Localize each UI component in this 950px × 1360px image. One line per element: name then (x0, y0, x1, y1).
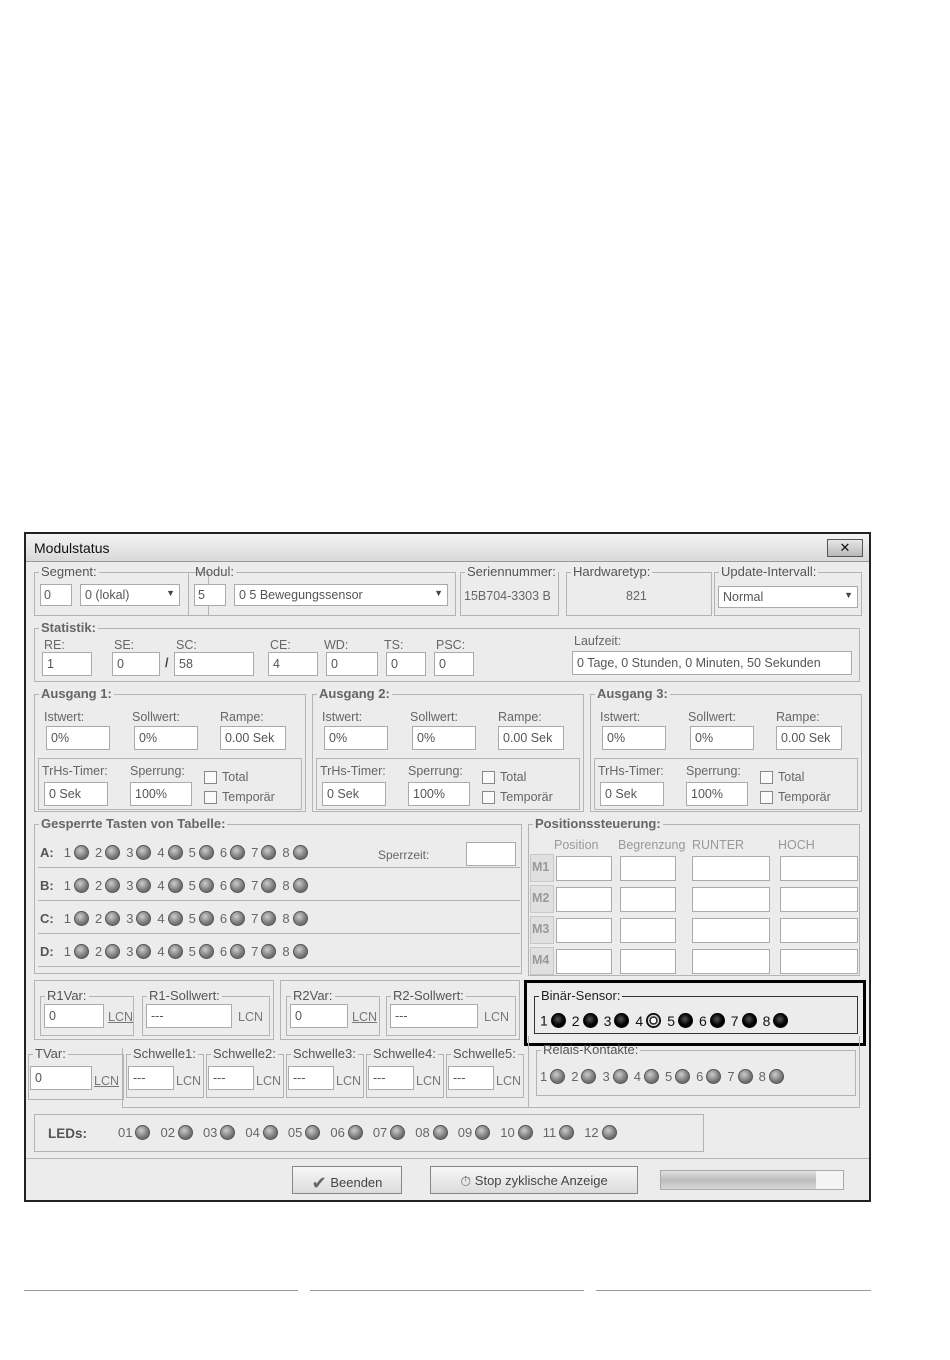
indicator-led-icon (199, 878, 214, 893)
rampe-label: Rampe: (776, 710, 820, 724)
schwelle-lcn-label: LCN (256, 1074, 282, 1088)
page-separator (310, 1290, 584, 1291)
binaer-sensor-number: 3 (603, 1012, 612, 1029)
position-cell[interactable] (692, 856, 770, 881)
istwert-field: 0% (46, 726, 110, 750)
indicator-led-icon (136, 944, 151, 959)
position-row-label: M4 (532, 953, 550, 967)
gesperrte-number: 6 (219, 845, 228, 861)
schwelle-legend: Schwelle3: (293, 1046, 356, 1061)
position-cell[interactable] (620, 949, 676, 974)
total-checkbox[interactable] (482, 771, 495, 784)
indicator-led-icon (136, 911, 151, 926)
relais-number: 1 (540, 1069, 548, 1085)
temporaer-label: Temporär (500, 790, 553, 804)
indicator-led-icon (168, 845, 183, 860)
indicator-led-icon (168, 911, 183, 926)
schwelle-lcn-label: LCN (336, 1074, 362, 1088)
indicator-led-icon (614, 1013, 629, 1028)
indicator-led-icon (105, 944, 120, 959)
indicator-led-icon (706, 1069, 721, 1084)
chevron-down-icon: ▼ (166, 588, 175, 598)
segment-combo[interactable] (80, 584, 180, 606)
gesperrte-number: 2 (94, 911, 103, 927)
led-number: 07 (372, 1125, 388, 1141)
indicator-led-icon (199, 911, 214, 926)
schwelle-lcn-label: LCN (416, 1074, 442, 1088)
sperrung-label: Sperrung: (686, 764, 741, 778)
indicator-led-icon (475, 1125, 490, 1140)
sc-field: 58 (174, 652, 254, 676)
indicator-led-icon (710, 1013, 725, 1028)
indicator-led-icon (168, 944, 183, 959)
led-number: 05 (287, 1125, 303, 1141)
gesperrte-number: 3 (126, 878, 134, 894)
gesperrte-number: 2 (94, 845, 103, 861)
modul-legend: Modul: (195, 564, 235, 579)
gesperrte-number: 8 (282, 878, 290, 894)
tvar-field: 0 (30, 1066, 92, 1090)
gesperrte-number: 5 (188, 911, 196, 927)
position-cell[interactable] (692, 918, 770, 943)
sperrung-label: Sperrung: (408, 764, 463, 778)
laufzeit-field: 0 Tage, 0 Stunden, 0 Minuten, 50 Sekunden (572, 651, 852, 675)
segment-legend: Segment: (41, 564, 97, 579)
indicator-led-icon (305, 1125, 320, 1140)
checkmark-icon: ✔ (311, 1173, 327, 1193)
modul-combo-value: 0 5 Bewegungssensor (239, 588, 363, 602)
progress-fill (661, 1171, 816, 1189)
hardwaretyp-value: 821 (626, 589, 647, 603)
gesperrte-number: 5 (188, 878, 196, 894)
sperrung-field: 100% (130, 782, 192, 806)
indicator-led-icon (230, 845, 245, 860)
relais-number: 4 (633, 1069, 641, 1085)
gesperrte-row-label: A: (40, 845, 54, 861)
r2soll-legend: R2-Sollwert: (393, 988, 464, 1003)
gesperrte-row-2 (40, 910, 312, 926)
indicator-led-icon (168, 878, 183, 893)
relais-number: 7 (727, 1069, 735, 1085)
position-cell[interactable] (692, 887, 770, 912)
relais-number: 8 (758, 1069, 766, 1085)
gesperrte-number: 1 (63, 845, 71, 861)
led-number: 08 (415, 1125, 430, 1141)
r1var-legend: R1Var: (47, 988, 87, 1003)
gesperrte-number: 4 (157, 911, 165, 927)
istwert-field: 0% (324, 726, 388, 750)
indicator-led-icon (559, 1125, 574, 1140)
ce-label: CE: (270, 638, 291, 652)
schwelle-legend: Schwelle4: (373, 1046, 436, 1061)
indicator-led-icon (136, 878, 151, 893)
indicator-led-icon (105, 878, 120, 893)
relais-number: 6 (696, 1069, 704, 1085)
indicator-led-icon (518, 1125, 533, 1140)
r2soll-lcn-label: LCN (484, 1010, 510, 1024)
gesperrte-number: 3 (126, 944, 134, 960)
gesperrte-number: 4 (157, 944, 165, 960)
indicator-led-icon (769, 1069, 784, 1084)
sperrzeit-field[interactable] (466, 842, 516, 866)
ts-field: 0 (386, 652, 426, 676)
indicator-led-icon (293, 878, 308, 893)
trhs-timer-label: TrHs-Timer: (320, 764, 386, 778)
gesperrte-number: 2 (94, 944, 103, 960)
relais-kontakte-legend: Relais-Kontakte: (543, 1042, 639, 1057)
re-label: RE: (44, 638, 65, 652)
led-number: 03 (202, 1125, 218, 1141)
binaer-sensor-number: 5 (667, 1012, 675, 1029)
gesperrte-row-1 (40, 877, 312, 893)
position-cell[interactable] (692, 949, 770, 974)
led-number: 01 (118, 1125, 133, 1141)
ausgang-legend: Ausgang 3: (597, 686, 668, 701)
se-field: 0 (112, 652, 160, 676)
indicator-led-icon (773, 1013, 788, 1028)
schwelle-field: --- (288, 1066, 334, 1090)
indicator-led-icon (551, 1013, 566, 1028)
ausgang-legend: Ausgang 1: (41, 686, 112, 701)
r2var-lcn-link[interactable]: LCN (352, 1010, 378, 1024)
total-label: Total (778, 770, 805, 784)
rampe-field: 0.00 Sek (498, 726, 564, 750)
gesperrte-number: 2 (94, 878, 103, 894)
r1var-field: 0 (44, 1004, 104, 1028)
gesperrte-number: 5 (188, 845, 196, 861)
relais-number: 3 (602, 1069, 610, 1085)
gesperrte-number: 1 (63, 944, 71, 960)
slash-text: / (165, 656, 169, 670)
indicator-led-icon (199, 845, 214, 860)
binaer-sensor-number: 1 (540, 1012, 548, 1029)
rampe-field: 0.00 Sek (776, 726, 842, 750)
gesperrte-row-0 (40, 844, 312, 860)
bottom-divider (26, 1158, 869, 1159)
binaer-sensor-number: 8 (762, 1012, 771, 1029)
schwelle-field: --- (368, 1066, 414, 1090)
ce-field: 4 (268, 652, 318, 676)
led-number: 02 (160, 1125, 175, 1141)
indicator-led-icon (390, 1125, 405, 1140)
laufzeit-label: Laufzeit: (574, 634, 622, 648)
wd-field: 0 (326, 652, 378, 676)
ts-label: TS: (384, 638, 404, 652)
schwelle-lcn-label: LCN (496, 1074, 522, 1088)
r1soll-legend: R1-Sollwert: (149, 988, 220, 1003)
total-checkbox[interactable] (204, 771, 217, 784)
position-cell[interactable] (780, 949, 858, 974)
segment-input[interactable]: 0 (40, 584, 72, 606)
gesperrte-row-label: B: (40, 878, 54, 894)
progress-bar (660, 1170, 844, 1190)
tvar-lcn-link[interactable]: LCN (94, 1074, 120, 1088)
chevron-down-icon: ▼ (844, 590, 853, 600)
gesperrte-row-3 (40, 943, 312, 959)
indicator-led-icon (74, 944, 89, 959)
gesperrte-number: 8 (282, 944, 290, 960)
relais-kontakte-row (540, 1068, 788, 1084)
schwelle-legend: Schwelle2: (213, 1046, 276, 1061)
position-cell[interactable] (556, 949, 612, 974)
rampe-field: 0.00 Sek (220, 726, 286, 750)
indicator-led-icon (581, 1069, 596, 1084)
rampe-label: Rampe: (498, 710, 542, 724)
indicator-led-icon (738, 1069, 753, 1084)
window-title: Modulstatus (34, 540, 110, 556)
wd-label: WD: (324, 638, 349, 652)
gesperrte-number: 4 (157, 878, 165, 894)
header-begrenzung: Begrenzung (618, 838, 686, 852)
header-position: Position (554, 838, 599, 852)
gesperrte-number: 6 (219, 911, 228, 927)
close-button[interactable]: ✕ (827, 539, 863, 557)
psc-field: 0 (434, 652, 474, 676)
sperrung-field: 100% (408, 782, 470, 806)
position-cell[interactable] (780, 918, 858, 943)
indicator-led-icon (348, 1125, 363, 1140)
indicator-led-icon (613, 1069, 628, 1084)
r2soll-field: --- (390, 1004, 478, 1028)
sollwert-field: 0% (134, 726, 198, 750)
indicator-led-icon (74, 911, 89, 926)
r1soll-field: --- (146, 1004, 232, 1028)
temporaer-checkbox[interactable] (204, 791, 217, 804)
indicator-led-icon (178, 1125, 193, 1140)
title-bar (26, 534, 869, 562)
led-number: 09 (457, 1125, 473, 1141)
position-cell[interactable] (556, 918, 612, 943)
indicator-led-icon (742, 1013, 757, 1028)
indicator-led-icon (293, 944, 308, 959)
position-cell[interactable] (620, 856, 676, 881)
istwert-field: 0% (602, 726, 666, 750)
modul-combo[interactable] (234, 584, 448, 606)
segment-combo-value: 0 (lokal) (85, 588, 130, 602)
beenden-label: Beenden (330, 1174, 383, 1190)
indicator-led-icon (74, 878, 89, 893)
sollwert-field: 0% (412, 726, 476, 750)
gesperrte-number: 7 (251, 878, 259, 894)
gesperrte-number: 5 (188, 944, 196, 960)
indicator-led-icon (199, 944, 214, 959)
indicator-led-icon (135, 1125, 150, 1140)
position-cell[interactable] (620, 918, 676, 943)
statistik-legend: Statistik: (41, 620, 96, 635)
indicator-led-icon (433, 1125, 448, 1140)
gesperrte-number: 7 (251, 944, 259, 960)
stop-zyklische-button[interactable] (430, 1166, 638, 1194)
total-label: Total (500, 770, 527, 784)
sperrung-label: Sperrung: (130, 764, 185, 778)
rampe-label: Rampe: (220, 710, 264, 724)
position-row-label: M3 (532, 922, 550, 936)
ausgang-legend: Ausgang 2: (319, 686, 390, 701)
position-row-label: M1 (532, 860, 550, 874)
istwert-label: Istwert: (600, 710, 641, 724)
position-cell[interactable] (620, 887, 676, 912)
indicator-led-icon (644, 1069, 659, 1084)
gesperrte-row-label: D: (40, 944, 54, 960)
relais-number: 5 (664, 1069, 673, 1085)
modul-input[interactable]: 5 (194, 584, 226, 606)
total-label: Total (222, 770, 249, 784)
tvar-legend: TVar: (35, 1046, 66, 1061)
indicator-led-icon (293, 911, 308, 926)
binaer-sensor-number: 7 (730, 1012, 739, 1029)
binaer-sensor-number: 2 (571, 1012, 580, 1029)
leds-row (118, 1124, 621, 1140)
total-checkbox[interactable] (760, 771, 773, 784)
r1soll-lcn-label: LCN (238, 1010, 264, 1024)
gesperrte-number: 3 (126, 845, 134, 861)
modulstatus-window (24, 532, 871, 1202)
binaer-sensor-number: 6 (698, 1012, 707, 1029)
gesperrte-row-label: C: (40, 911, 54, 927)
led-number: 12 (584, 1125, 599, 1141)
gesperrte-number: 8 (282, 911, 290, 927)
beenden-button[interactable] (292, 1166, 402, 1194)
header-hoch: HOCH (778, 838, 815, 852)
update-intervall-legend: Update-Intervall: (721, 564, 817, 579)
sollwert-label: Sollwert: (132, 710, 180, 724)
led-number: 06 (330, 1125, 345, 1141)
page-separator (596, 1290, 871, 1291)
indicator-led-icon (583, 1013, 598, 1028)
gesperrte-number: 6 (219, 878, 228, 894)
position-cell[interactable] (780, 856, 858, 881)
seriennummer-value: 15B704-3303 B (464, 589, 551, 603)
indicator-led-icon (261, 944, 276, 959)
r1var-lcn-link[interactable]: LCN (108, 1010, 134, 1024)
position-cell[interactable] (556, 887, 612, 912)
re-field: 1 (42, 652, 92, 676)
binaer-sensor-number: 4 (635, 1012, 644, 1029)
schwelle-legend: Schwelle5: (453, 1046, 516, 1061)
led-number: 04 (245, 1125, 260, 1141)
gesperrte-number: 8 (282, 845, 290, 861)
relais-number: 2 (571, 1069, 579, 1085)
r2var-field: 0 (290, 1004, 348, 1028)
sc-label: SC: (176, 638, 197, 652)
trhs-timer-field: 0 Sek (44, 782, 108, 806)
se-label: SE: (114, 638, 135, 652)
binaer-sensor-legend: Binär-Sensor: (541, 988, 621, 1003)
indicator-led-icon (646, 1013, 661, 1028)
chevron-down-icon: ▼ (434, 588, 443, 598)
temporaer-checkbox[interactable] (482, 791, 495, 804)
positionssteuerung-legend: Positionssteuerung: (535, 816, 661, 831)
istwert-label: Istwert: (44, 710, 85, 724)
led-number: 10 (500, 1125, 515, 1141)
indicator-led-icon (261, 911, 276, 926)
trhs-timer-label: TrHs-Timer: (598, 764, 664, 778)
indicator-led-icon (105, 911, 120, 926)
gesperrte-number: 6 (219, 944, 228, 960)
indicator-led-icon (261, 845, 276, 860)
schwelle-field: --- (448, 1066, 494, 1090)
indicator-led-icon (230, 911, 245, 926)
temporaer-checkbox[interactable] (760, 791, 773, 804)
schwelle-field: --- (208, 1066, 254, 1090)
schwelle-legend: Schwelle1: (133, 1046, 196, 1061)
gesperrte-number: 4 (157, 845, 165, 861)
trhs-timer-label: TrHs-Timer: (42, 764, 108, 778)
r2var-legend: R2Var: (293, 988, 333, 1003)
indicator-led-icon (230, 878, 245, 893)
temporaer-label: Temporär (222, 790, 275, 804)
gesperrte-number: 1 (63, 911, 71, 927)
sollwert-label: Sollwert: (688, 710, 736, 724)
gesperrte-number: 3 (126, 911, 134, 927)
stopwatch-icon: ⏱ (460, 1173, 472, 1190)
indicator-led-icon (263, 1125, 278, 1140)
hardwaretyp-legend: Hardwaretyp: (573, 564, 651, 579)
sollwert-label: Sollwert: (410, 710, 458, 724)
indicator-led-icon (220, 1125, 235, 1140)
gesperrte-number: 7 (251, 911, 259, 927)
binaer-sensor-row (540, 1012, 792, 1029)
indicator-led-icon (230, 944, 245, 959)
gesperrte-tasten-legend: Gesperrte Tasten von Tabelle: (41, 816, 226, 831)
indicator-led-icon (602, 1125, 617, 1140)
schwelle-field: --- (128, 1066, 174, 1090)
stop-zyklische-label: Stop zyklische Anzeige (474, 1173, 608, 1188)
trhs-timer-field: 0 Sek (322, 782, 386, 806)
position-row-label: M2 (532, 891, 550, 905)
seriennummer-legend: Seriennummer: (467, 564, 556, 579)
indicator-led-icon (293, 845, 308, 860)
psc-label: PSC: (436, 638, 466, 652)
sperrzeit-label: Sperrzeit: (378, 848, 430, 862)
indicator-led-icon (678, 1013, 693, 1028)
indicator-led-icon (261, 878, 276, 893)
gesperrte-number: 1 (63, 878, 71, 894)
istwert-label: Istwert: (322, 710, 363, 724)
position-cell[interactable] (780, 887, 858, 912)
gesperrte-number: 7 (251, 845, 259, 861)
temporaer-label: Temporär (778, 790, 831, 804)
header-runter: RUNTER (692, 838, 745, 852)
position-cell[interactable] (556, 856, 612, 881)
trhs-timer-field: 0 Sek (600, 782, 664, 806)
update-intervall-combo[interactable] (718, 586, 858, 608)
sperrung-field: 100% (686, 782, 748, 806)
led-number: 11 (542, 1125, 557, 1141)
indicator-led-icon (675, 1069, 690, 1084)
update-intervall-value: Normal (723, 590, 764, 604)
sollwert-field: 0% (690, 726, 754, 750)
indicator-led-icon (550, 1069, 565, 1084)
leds-label: LEDs: (48, 1126, 88, 1141)
page-separator (24, 1290, 298, 1291)
indicator-led-icon (105, 845, 120, 860)
schwelle-lcn-label: LCN (176, 1074, 202, 1088)
indicator-led-icon (136, 845, 151, 860)
indicator-led-icon (74, 845, 89, 860)
